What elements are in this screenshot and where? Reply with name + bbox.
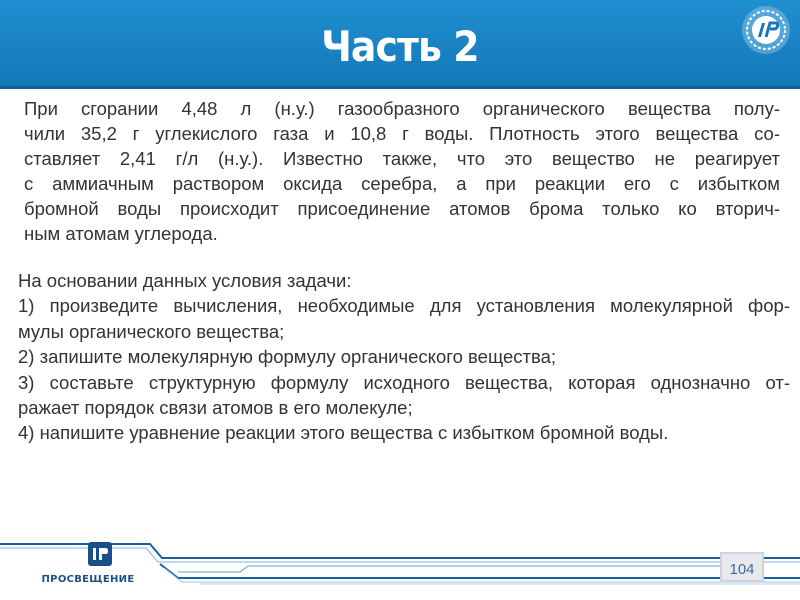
task-item: 2) запишите молекулярную формулу органического вещества; <box>18 346 557 368</box>
prosveshchenie-logo-icon <box>86 540 114 568</box>
task-item: 1) произведите вычисления, необходимые для установления молекулярной фор- <box>18 295 790 317</box>
header-bar <box>0 0 800 89</box>
problem-line: с аммиачным раствором оксида серебра, а при реакции его с избытком <box>24 173 780 194</box>
task-list <box>18 268 790 446</box>
brand-name: ПРОСВЕЩЕНИЕ <box>41 574 135 585</box>
footer <box>0 538 800 600</box>
problem-line: бромной воды происходит присоединение атомов брома только ко вторич- <box>24 198 780 219</box>
problem-line: чили 35,2 г углекислого газа и 10,8 г воды. Плотность этого вещества со- <box>24 123 780 144</box>
problem-statement <box>24 96 780 246</box>
task-item: 4) напишите уравнение реакции этого вещества с избытком бромной воды. <box>18 422 669 444</box>
prosveshchenie-logo <box>40 540 136 598</box>
problem-line: ным атомам углерода. <box>24 223 218 244</box>
ip-logo-icon <box>740 4 792 56</box>
task-item: 3) составьте структурную формулу исходного вещества, которая однозначно от- <box>18 371 790 393</box>
page-title: Часть 2 <box>321 22 479 71</box>
task-intro: На основании данных условия задачи: <box>18 270 352 291</box>
page-number: 104 <box>729 561 755 578</box>
problem-line: ставляет 2,41 г/л (н.у.). Известно также, что это вещество не реагирует <box>24 148 780 169</box>
task-item: ражает порядок связи атомов в его молекуле; <box>18 397 413 419</box>
problem-line: При сгорании 4,48 л (н.у.) газообразного органического вещества полу- <box>24 98 780 119</box>
task-item: мулы органического вещества; <box>18 320 285 342</box>
